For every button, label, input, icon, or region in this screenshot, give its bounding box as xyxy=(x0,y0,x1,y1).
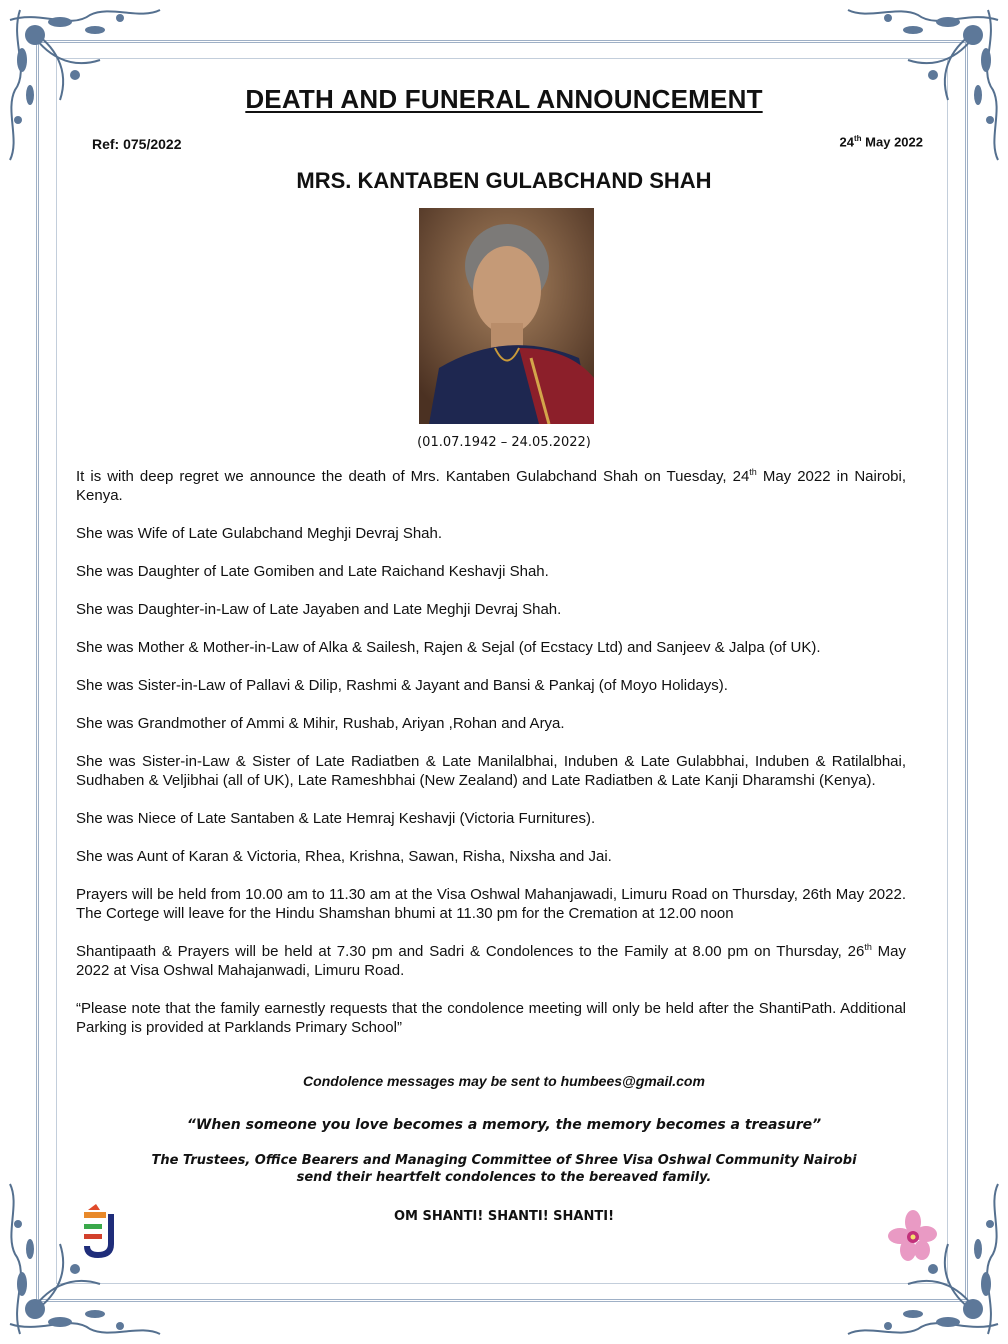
paragraph-sister-in-law: She was Sister-in-Law of Pallavi & Dilip, Rashmi & Jayant and Bansi & Pankaj (of Moyo Holidays). xyxy=(76,677,728,694)
paragraph-announcement: It is with deep regret we announce the death of Mrs. Kantaben Gulabchand Shah on Tuesday, 24th May 2022 in Nairobi, Kenya. xyxy=(76,467,907,504)
paragraph-sister: She was Sister-in-Law & Sister of Late Radiatben & Late Manilalbhai, Induben & Late Gulabbhai, Induben & Ratilalbhai, Sudhaben & Veljibhai (all of UK), Late Rameshbhai (New Zealand) and Late Radiatben & Late Kanji Dharamshi (Kenya). xyxy=(76,753,906,789)
paragraph-note: “Please note that the family earnestly requests that the condolence meeting will only be held after the ShantiPath. Additional Parking is provided at Parklands Primary School” xyxy=(76,1000,906,1036)
paragraph-aunt: She was Aunt of Karan & Victoria, Rhea, Krishna, Sawan, Risha, Nixsha and Jai. xyxy=(76,848,612,865)
portrait-photo xyxy=(419,208,594,424)
orchid-flower-icon xyxy=(888,1210,938,1262)
paragraph-niece: She was Niece of Late Santaben & Late Hemraj Keshavji (Victoria Furnitures). xyxy=(76,810,596,827)
announcement-title: DEATH AND FUNERAL ANNOUNCEMENT xyxy=(245,84,763,114)
community-logo-icon xyxy=(80,1204,120,1260)
condolence-email-line: Condolence messages may be sent to humbees@gmail.com xyxy=(303,1073,705,1089)
paragraph-mother: She was Mother & Mother-in-Law of Alka & Sailesh, Rajen & Sejal (of Ecstacy Ltd) and Sanjeev & Jalpa (of UK). xyxy=(76,639,821,656)
paragraph-shantipaath: Shantipaath & Prayers will be held at 7.30 pm and Sadri & Condolences to the Family at 8.00 pm on Thursday, 26th May 2022 at Visa Oshwal Mahajanwadi, Limuru Road. xyxy=(76,942,906,979)
announcement-body xyxy=(76,467,906,1056)
life-dates: (01.07.1942 – 24.05.2022) xyxy=(417,435,591,450)
paragraph-prayers: Prayers will be held from 10.00 am to 11.30 am at the Visa Oshwal Mahanjawadi, Limuru Road on Thursday, 26th May 2022. The Cortege will leave for the Hindu Shamshan bhumi at 11.30 pm for the Cremation at 12.00 noon xyxy=(76,886,906,922)
paragraph-daughter-in-law: She was Daughter-in-Law of Late Jayaben and Late Meghji Devraj Shah. xyxy=(76,601,562,618)
paragraph-wife: She was Wife of Late Gulabchand Meghji Devraj Shah. xyxy=(76,525,443,542)
om-shanti: OM SHANTI! SHANTI! SHANTI! xyxy=(393,1209,615,1224)
paragraph-daughter: She was Daughter of Late Gomiben and Late Raichand Keshavji Shah. xyxy=(76,563,549,580)
trustees-message: The Trustees, Office Bearers and Managing Committee of Shree Visa Oshwal Community Nairobi send their heartfelt condolences to the bereaved family. xyxy=(151,1153,857,1185)
memorial-quote: “When someone you love becomes a memory, the memory becomes a treasure” xyxy=(186,1117,822,1133)
reference-number: Ref: 075/2022 xyxy=(92,136,182,152)
announcement-date: 24th May 2022 xyxy=(839,134,923,150)
deceased-name: MRS. KANTABEN GULABCHAND SHAH xyxy=(296,168,712,193)
paragraph-grandmother: She was Grandmother of Ammi & Mihir, Rushab, Ariyan ,Rohan and Arya. xyxy=(76,715,565,732)
